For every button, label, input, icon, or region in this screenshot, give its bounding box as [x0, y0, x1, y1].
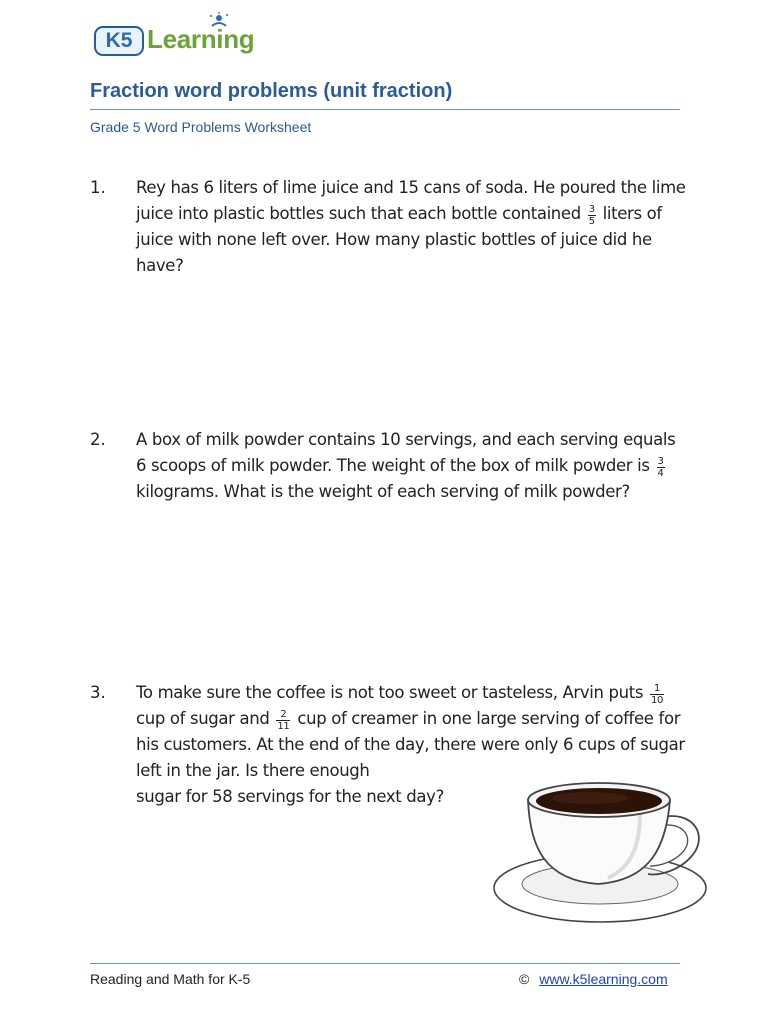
problem-number: 3.: [90, 683, 106, 702]
fraction: [657, 456, 665, 479]
footer-copyright: [519, 971, 668, 987]
worksheet-subtitle: Grade 5 Word Problems Worksheet: [90, 119, 312, 135]
fraction-denominator: 5: [588, 215, 595, 227]
fraction-numerator: 2: [276, 709, 290, 721]
problem-text-part: kilograms. What is the weight of each serving of milk powder?: [136, 482, 630, 501]
k5-learning-logo: [94, 18, 264, 62]
sparkle-icon: [208, 12, 230, 34]
logo-badge: K5: [94, 26, 144, 56]
worksheet-title: Fraction word problems (unit fraction): [90, 80, 453, 102]
problem-number: 1.: [90, 178, 106, 197]
problem-text-part: sugar for 58 servings for the next day?: [136, 787, 445, 806]
fraction-numerator: 1: [650, 683, 664, 695]
problem-text: [136, 175, 688, 279]
fraction: [650, 683, 664, 706]
fraction-numerator: 3: [657, 455, 664, 467]
fraction-denominator: 11: [277, 720, 290, 732]
problem-text-part: liters of juice with none left over. How many plastic bottles of juice did he have?: [136, 204, 662, 275]
fraction: [276, 709, 290, 732]
footer-divider: [90, 963, 680, 964]
problem-text-part: cup of creamer in one large serving of coffee for his customers. At the end of the day, there were only 6 cups of sugar left in the jar. Is there enough: [136, 709, 685, 780]
problem-text-part: A box of milk powder contains 10 servings, and each serving equals 6 scoops of milk powder. The weight of the box of milk powder is: [136, 430, 676, 475]
fraction-numerator: 3: [588, 203, 595, 215]
fraction-denominator: 10: [651, 694, 664, 706]
problem-text-part: To make sure the coffee is not too sweet or tasteless, Arvin puts: [136, 683, 644, 702]
problem-text-part: Rey has 6 liters of lime juice and 15 cans of soda. He poured the lime juice into plastic bottles such that each bottle contained: [136, 178, 686, 223]
coffee-cup-icon: [490, 768, 715, 928]
fraction-denominator: 4: [657, 467, 664, 479]
website-link[interactable]: www.k5learning.com: [539, 971, 668, 987]
problem-number: 2.: [90, 430, 106, 449]
title-divider: [90, 109, 680, 110]
problem-text-part: cup of sugar and: [136, 709, 270, 728]
logo-wordmark: Learning: [147, 24, 255, 54]
footer-tagline: Reading and Math for K-5: [90, 971, 251, 987]
copyright-symbol: ©: [519, 971, 530, 987]
problem-text: [136, 427, 688, 505]
fraction: [588, 204, 596, 227]
